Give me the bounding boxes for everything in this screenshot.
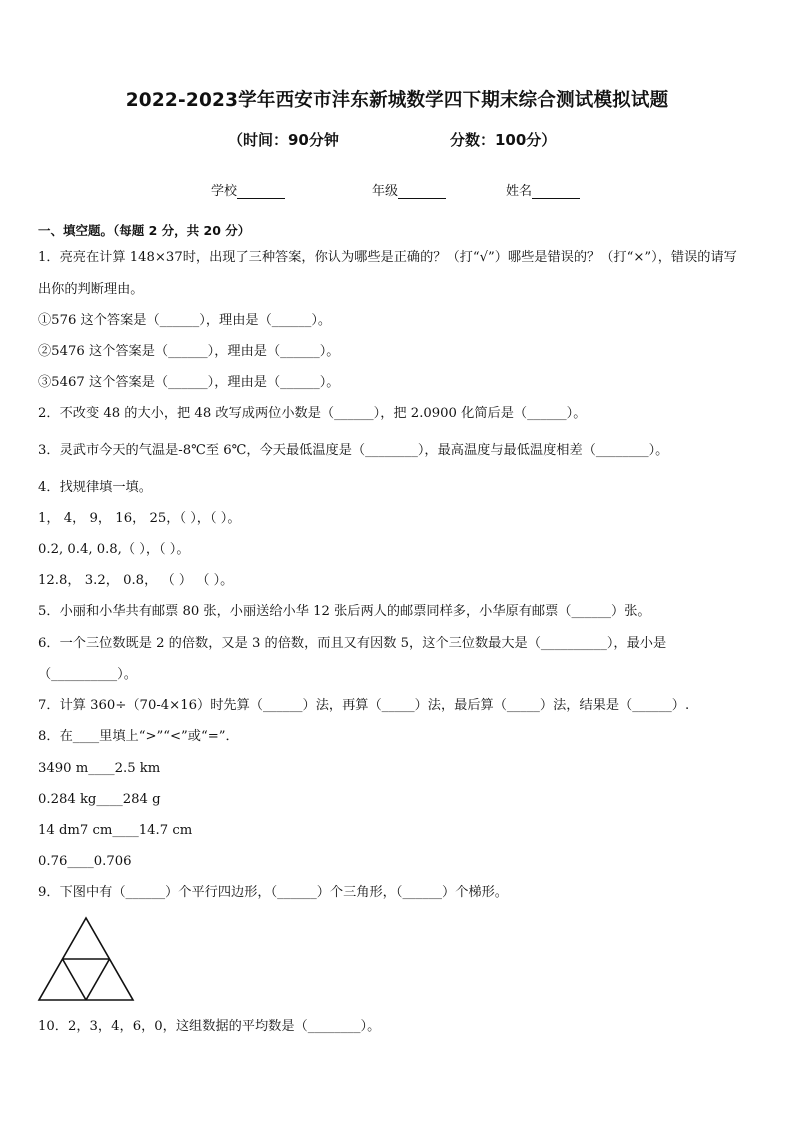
question-8-item-b: 0.284 kg____284 g [38, 792, 161, 807]
question-1-item-a: ①576 这个答案是（______），理由是（______）。 [38, 313, 332, 328]
school-label: 学校 [211, 184, 238, 199]
question-8: 8．在____里填上“>”“<”或“=”． [38, 729, 239, 744]
exam-time: （时间：90分钟 [228, 131, 339, 149]
question-5: 5．小丽和小华共有邮票 80 张，小丽送给小华 12 张后两人的邮票同样多，小华原有邮票（______）张。 [38, 604, 651, 619]
page-title: 2022-2023学年西安市沣东新城数学四下期末综合测试模拟试题 [125, 90, 669, 111]
question-1-line-1: 1．亮亮在计算 148×37时，出现了三种答案，你认为哪些是正确的？（打“√”）哪些是错误的？（打“×”），错误的请写 [38, 250, 737, 265]
question-6-line-1: 6．一个三位数既是 2 的倍数，又是 3 的倍数，而且又有因数 5，这个三位数最大是（__________），最小是 [38, 636, 667, 651]
question-9: 9．下图中有（______）个平行四边形，（______）个三角形，（______）个梯形。 [38, 885, 508, 900]
question-1-item-b: ②5476 这个答案是（______），理由是（______）。 [38, 344, 340, 359]
section-heading: 一、填空题。（每题 2 分，共 20 分） [38, 223, 251, 238]
question-4-item-c: 12.8， 3.2， 0.8， （ ） （ ）。 [38, 573, 234, 588]
question-6-line-2: （__________）。 [38, 667, 137, 682]
question-4-item-b: 0.2, 0.4, 0.8,（ ），（ ）。 [38, 542, 190, 557]
grade-label: 年级 [372, 184, 399, 199]
right-diagonal [86, 959, 110, 1000]
question-8-item-a: 3490 m____2.5 km [38, 761, 161, 776]
grade-blank[interactable] [398, 184, 446, 199]
question-1-line-2: 出你的判断理由。 [38, 282, 144, 297]
question-2: 2．不改变 48 的大小，把 48 改写成两位小数是（______），把 2.0900 化简后是（______）。 [38, 406, 587, 421]
name-label: 姓名 [506, 184, 533, 199]
name-field [506, 180, 580, 199]
name-blank[interactable] [532, 184, 580, 199]
school-blank[interactable] [237, 184, 285, 199]
question-8-item-c: 14 dm7 cm____14.7 cm [38, 823, 193, 838]
question-8-item-d: 0.76____0.706 [38, 854, 132, 869]
school-field [211, 180, 285, 199]
question-3: 3．灵武市今天的气温是-8℃至 6℃，今天最低温度是（________），最高温度与最低温度相差（________）。 [38, 443, 669, 458]
grade-field [372, 180, 446, 199]
question-7: 7．计算 360÷（70-4×16）时先算（______）法，再算（_____）法，最后算（_____）法，结果是（______）. [38, 698, 690, 713]
question-4-item-a: 1， 4， 9， 16， 25，（ ），（ ）。 [38, 511, 241, 526]
question-1-item-c: ③5467 这个答案是（______），理由是（______）。 [38, 375, 340, 390]
exam-score: 分数：100分） [450, 131, 557, 149]
question-10: 10．2，3，4，6，0，这组数据的平均数是（________）。 [38, 1019, 381, 1034]
question-4: 4．找规律填一填。 [38, 480, 152, 495]
triangle-figure [37, 916, 137, 1002]
left-diagonal [63, 959, 87, 1000]
